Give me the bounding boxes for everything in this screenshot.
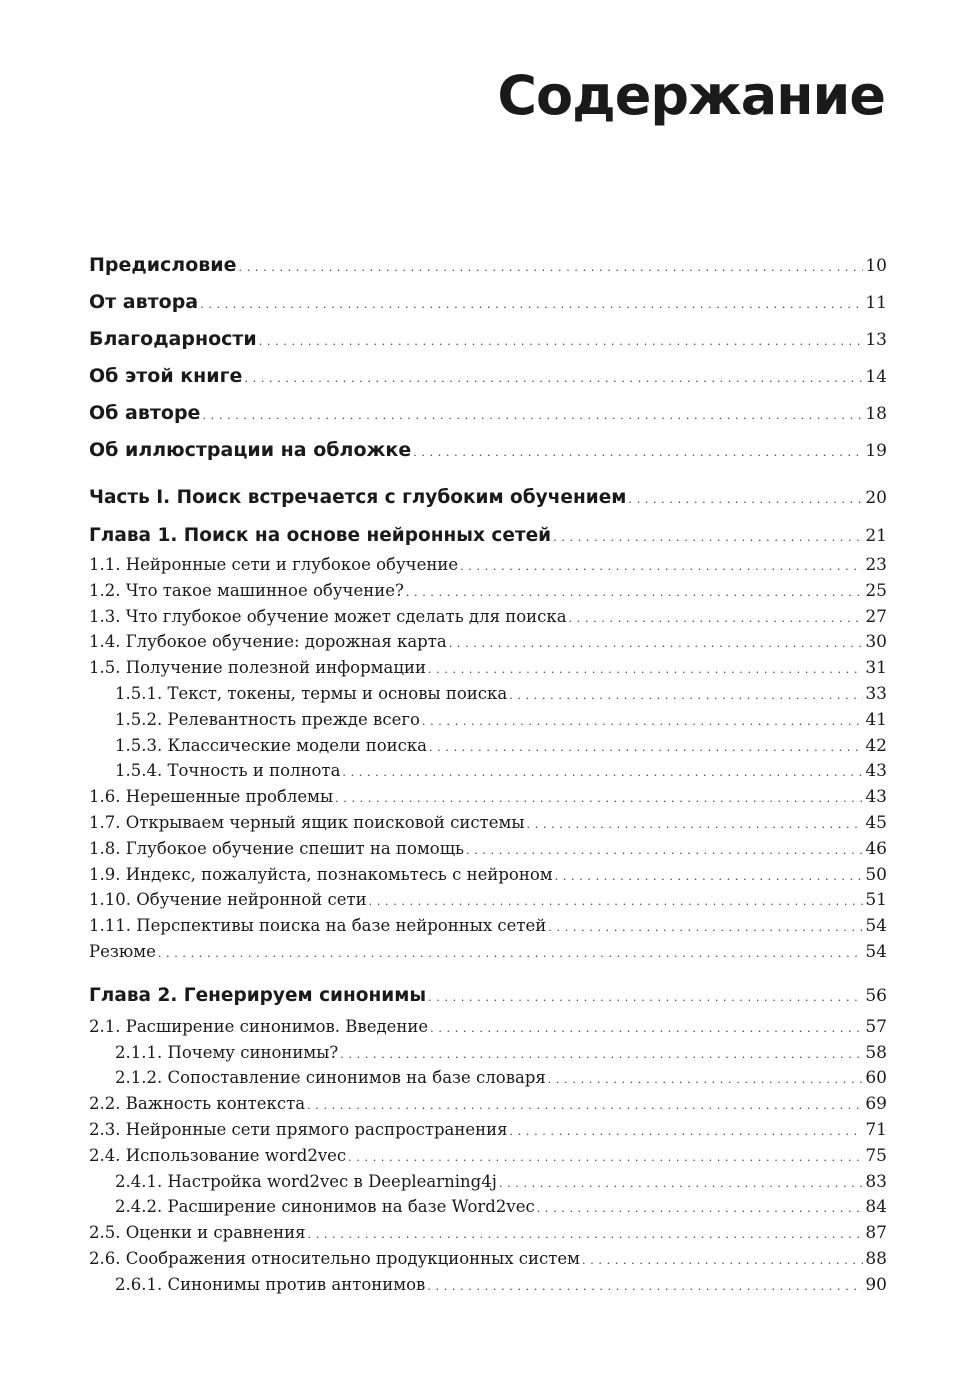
toc-entry-page: 60 [865,1068,887,1089]
toc-entry-title: 2.5. Оценки и сравнения [89,1223,306,1243]
toc-entry-page: 88 [865,1248,887,1269]
dot-leader [582,1249,863,1268]
toc-entry-page: 54 [865,916,887,937]
toc-entry-title: 2.4.2. Расширение синонимов на базе Word2vec [115,1197,535,1217]
toc-entry-page: 20 [865,488,887,508]
toc-entry-page: 41 [865,709,887,730]
toc-entry-title: Часть I. Поиск встречается с глубоким обучением [89,487,627,508]
toc-entry-title: 1.8. Глубокое обучение спешит на помощь [89,838,465,858]
toc-subentry[interactable] [89,1275,887,1301]
toc-entry[interactable] [89,1120,887,1146]
toc-entry-preface[interactable] [89,254,887,291]
toc-entry-page: 50 [865,864,887,885]
toc-entry-page: 56 [865,985,887,1006]
dot-leader [548,1068,864,1087]
toc-entry-cover-illustration[interactable] [89,439,887,476]
toc-entry-page: 23 [865,555,887,575]
toc-entry-title: 1.5.2. Релевантность прежде всего [115,709,420,729]
toc-entry-page: 30 [865,632,887,653]
toc-entry-title: 1.5. Получение полезной информации [89,658,426,678]
toc-entry-page: 57 [865,1016,887,1037]
toc-subentry[interactable] [89,1068,887,1094]
toc-entry-title: Глава 2. Генерируем синонимы [89,984,427,1006]
toc-entry-page: 43 [865,787,887,808]
dot-leader [202,404,863,423]
dot-leader [422,710,863,729]
toc-chapter-1[interactable] [89,525,887,555]
toc-entry-page: 43 [865,761,887,782]
dot-leader [239,256,864,275]
dot-leader [335,787,863,806]
toc-entry-title: 1.9. Индекс, пожалуйста, познакомьтесь с нейроном [89,864,553,884]
toc-entry-page: 18 [865,404,887,424]
toc-entry-title: 2.4.1. Настройка word2vec в Deeplearning4j [115,1171,497,1191]
front-matter [89,254,887,476]
toc-entry-page: 19 [865,441,887,461]
chapter-1-entries [89,555,887,968]
dot-leader [158,942,864,961]
toc-entry-about-book[interactable] [89,365,887,402]
toc-entry-title: 1.11. Перспективы поиска на базе нейронных сетей [89,916,547,936]
dot-leader [460,555,863,574]
toc-entry[interactable] [89,555,887,581]
toc-entry-about-author[interactable] [89,402,887,439]
table-of-contents [89,254,887,1301]
toc-entry[interactable] [89,581,887,607]
toc-entry[interactable] [89,839,887,865]
dot-leader [510,1120,864,1139]
dot-leader [555,865,864,884]
toc-entry-page: 51 [865,890,887,911]
toc-entry[interactable] [89,916,887,942]
toc-entry[interactable] [89,787,887,813]
dot-leader [537,1197,864,1216]
toc-entry-page: 10 [865,256,887,276]
toc-entry-page: 83 [865,1171,887,1192]
toc-entry[interactable] [89,1094,887,1120]
toc-entry-page: 84 [865,1197,887,1218]
dot-leader [569,607,864,626]
toc-entry[interactable] [89,1223,887,1249]
toc-entry-title: 2.2. Важность контекста [89,1094,306,1114]
toc-entry[interactable] [89,658,887,684]
toc-entry-title: Об иллюстрации на обложке [89,439,412,461]
toc-entry[interactable] [89,1017,887,1043]
toc-entry-acknowledgements[interactable] [89,328,887,365]
toc-entry-page: 87 [865,1223,887,1244]
toc-entry-title: 1.5.3. Классические модели поиска [115,735,428,755]
toc-entry-title: 2.6.1. Синонимы против антонимов [115,1274,426,1294]
dot-leader [413,441,863,460]
toc-entry-title: 1.1. Нейронные сети и глубокое обучение [89,555,459,574]
dot-leader [244,367,863,386]
toc-subentry[interactable] [89,1172,887,1198]
dot-leader [406,581,864,600]
dot-leader [428,658,863,677]
dot-leader [369,890,864,909]
toc-entry-title: 1.2. Что такое машинное обучение? [89,580,404,600]
dot-leader [553,526,863,545]
toc-entry-page: 11 [865,293,887,313]
toc-entry-title: 2.6. Соображения относительно продукционных систем [89,1248,581,1268]
dot-leader [427,1275,863,1294]
toc-entry[interactable] [89,632,887,658]
toc-entry-title: 1.5.4. Точность и полнота [115,761,341,781]
toc-entry-page: 33 [865,683,887,704]
toc-chapter-2[interactable] [89,985,887,1017]
toc-entry-page: 25 [865,580,887,601]
dot-leader [466,839,863,858]
toc-entry-title: 1.3. Что глубокое обучение может сделать для поиска [89,606,567,626]
toc-entry[interactable] [89,865,887,891]
dot-leader [628,488,863,507]
toc-subentry[interactable] [89,710,887,736]
toc-entry-title: От автора [89,291,199,313]
toc-entry-page: 90 [865,1274,887,1295]
toc-entry-page: 69 [865,1094,887,1115]
toc-entry-page: 45 [865,812,887,833]
dot-leader [308,1223,864,1242]
toc-entry-page: 75 [865,1145,887,1166]
toc-entry-page: 13 [865,330,887,350]
toc-part-1[interactable] [89,487,887,525]
toc-entry-title: 2.1.1. Почему синонимы? [115,1042,339,1062]
toc-entry-page: 54 [865,941,887,962]
toc-subentry[interactable] [89,684,887,710]
toc-entry-page: 71 [865,1119,887,1140]
toc-entry-title: 1.10. Обучение нейронной сети [89,890,367,910]
toc-entry[interactable] [89,607,887,633]
toc-entry-page: 58 [865,1042,887,1063]
toc-entry[interactable] [89,813,887,839]
toc-entry-title: Предисловие [89,254,237,276]
dot-leader [200,293,863,312]
toc-entry[interactable] [89,1249,887,1275]
toc-entry-title: 2.4. Использование word2vec [89,1145,347,1165]
toc-entry-summary[interactable] [89,942,887,968]
toc-entry-title: 2.1. Расширение синонимов. Введение [89,1016,429,1036]
toc-entry-title: 2.3. Нейронные сети прямого распространения [89,1119,508,1139]
dot-leader [428,986,863,1005]
toc-entry-title: Глава 1. Поиск на основе нейронных сетей [89,525,552,546]
toc-entry[interactable] [89,1146,887,1172]
toc-entry-title: 1.5.1. Текст, токены, термы и основы поиска [115,683,508,703]
dot-leader [548,916,863,935]
dot-leader [340,1043,863,1062]
chapter-2-entries [89,1017,887,1301]
toc-subentry[interactable] [89,1197,887,1223]
toc-entry-title: Об этой книге [89,365,243,387]
dot-leader [430,1017,863,1036]
toc-entry-page: 14 [865,367,887,387]
toc-entry-title: 2.1.2. Сопоставление синонимов на базе словаря [115,1068,546,1088]
toc-entry-title: 1.7. Открываем черный ящик поисковой системы [89,812,525,832]
toc-entry-title: 1.6. Нерешенные проблемы [89,787,334,807]
toc-entry-title: Резюме [89,941,156,961]
toc-entry-title: Об авторе [89,402,201,424]
dot-leader [259,330,864,349]
dot-leader [307,1094,863,1113]
dot-leader [527,813,864,832]
page-title: Содержание [497,64,885,127]
toc-entry-title: Благодарности [89,328,257,350]
dot-leader [509,684,863,703]
toc-entry-page: 21 [865,526,887,546]
toc-entry[interactable] [89,890,887,916]
toc-entry-page: 27 [865,606,887,627]
toc-entry-page: 31 [865,658,887,679]
toc-subentry[interactable] [89,736,887,762]
dot-leader [499,1172,863,1191]
toc-entry-from-author[interactable] [89,291,887,328]
dot-leader [429,736,863,755]
dot-leader [342,761,863,780]
dot-leader [348,1146,863,1165]
toc-entry-title: 1.4. Глубокое обучение: дорожная карта [89,632,447,652]
toc-subentry[interactable] [89,761,887,787]
toc-entry-page: 46 [865,838,887,859]
toc-subentry[interactable] [89,1043,887,1069]
toc-entry-page: 42 [865,735,887,756]
dot-leader [449,632,864,651]
